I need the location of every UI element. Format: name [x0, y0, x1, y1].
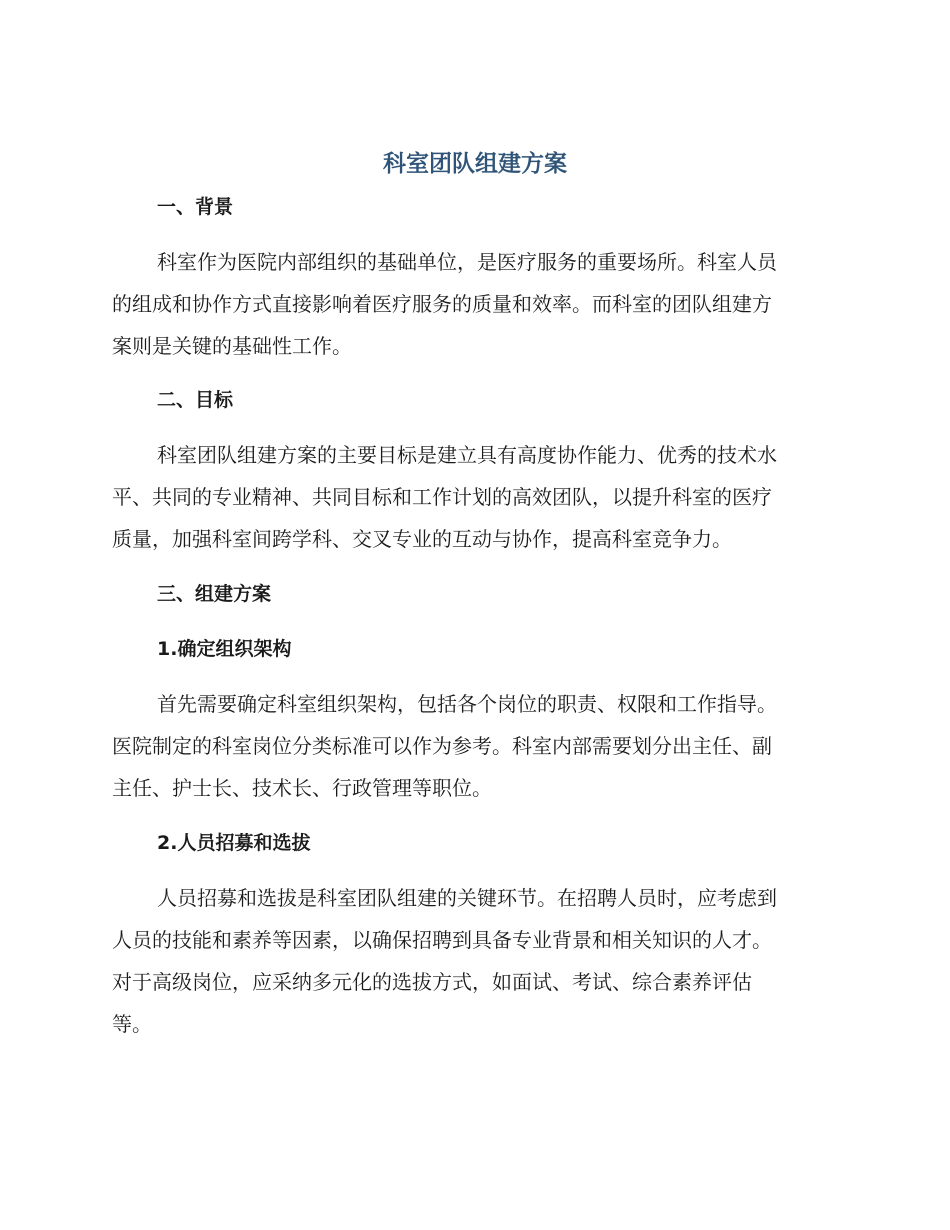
paragraph-line: 案则是关键的基础性工作。	[112, 334, 352, 358]
paragraph-line: 平、共同的专业精神、共同目标和工作计划的高效团队，以提升科室的医疗	[112, 485, 772, 509]
paragraph-line: 的组成和协作方式直接影响着医疗服务的质量和效率。而科室的团队组建方	[112, 292, 772, 316]
paragraph-line: 医院制定的科室岗位分类标准可以作为参考。科室内部需要划分出主任、副	[112, 734, 772, 758]
paragraph-line: 等。	[112, 1012, 152, 1036]
paragraph-line: 质量，加强科室间跨学科、交叉专业的互动与协作，提高科室竞争力。	[112, 527, 732, 551]
document-title: 科室团队组建方案	[383, 151, 567, 177]
subsection-heading-recruitment: 2.人员招募和选拔	[157, 832, 311, 854]
section-paragraph-background	[112, 241, 830, 367]
subsection-paragraph-recruitment	[112, 877, 830, 1045]
section-heading-plan: 三、组建方案	[157, 583, 272, 605]
paragraph-line: 科室作为医院内部组织的基础单位，是医疗服务的重要场所。科室人员	[157, 250, 777, 274]
section-heading-goal: 二、目标	[157, 389, 234, 411]
paragraph-line: 主任、护士长、技术长、行政管理等职位。	[112, 776, 492, 800]
paragraph-line: 人员招募和选拔是科室团队组建的关键环节。在招聘人员时，应考虑到	[157, 886, 777, 910]
section-paragraph-goal	[112, 434, 830, 560]
subsection-paragraph-organization	[112, 683, 830, 809]
section-heading-background: 一、背景	[157, 196, 234, 218]
paragraph-line: 人员的技能和素养等因素，以确保招聘到具备专业背景和相关知识的人才。	[112, 928, 772, 952]
paragraph-line: 科室团队组建方案的主要目标是建立具有高度协作能力、优秀的技术水	[157, 443, 777, 467]
paragraph-line: 首先需要确定科室组织架构，包括各个岗位的职责、权限和工作指导。	[157, 692, 777, 716]
subsection-heading-organization: 1.确定组织架构	[157, 638, 292, 660]
paragraph-line: 对于高级岗位，应采纳多元化的选拔方式，如面试、考试、综合素养评估	[112, 970, 752, 994]
